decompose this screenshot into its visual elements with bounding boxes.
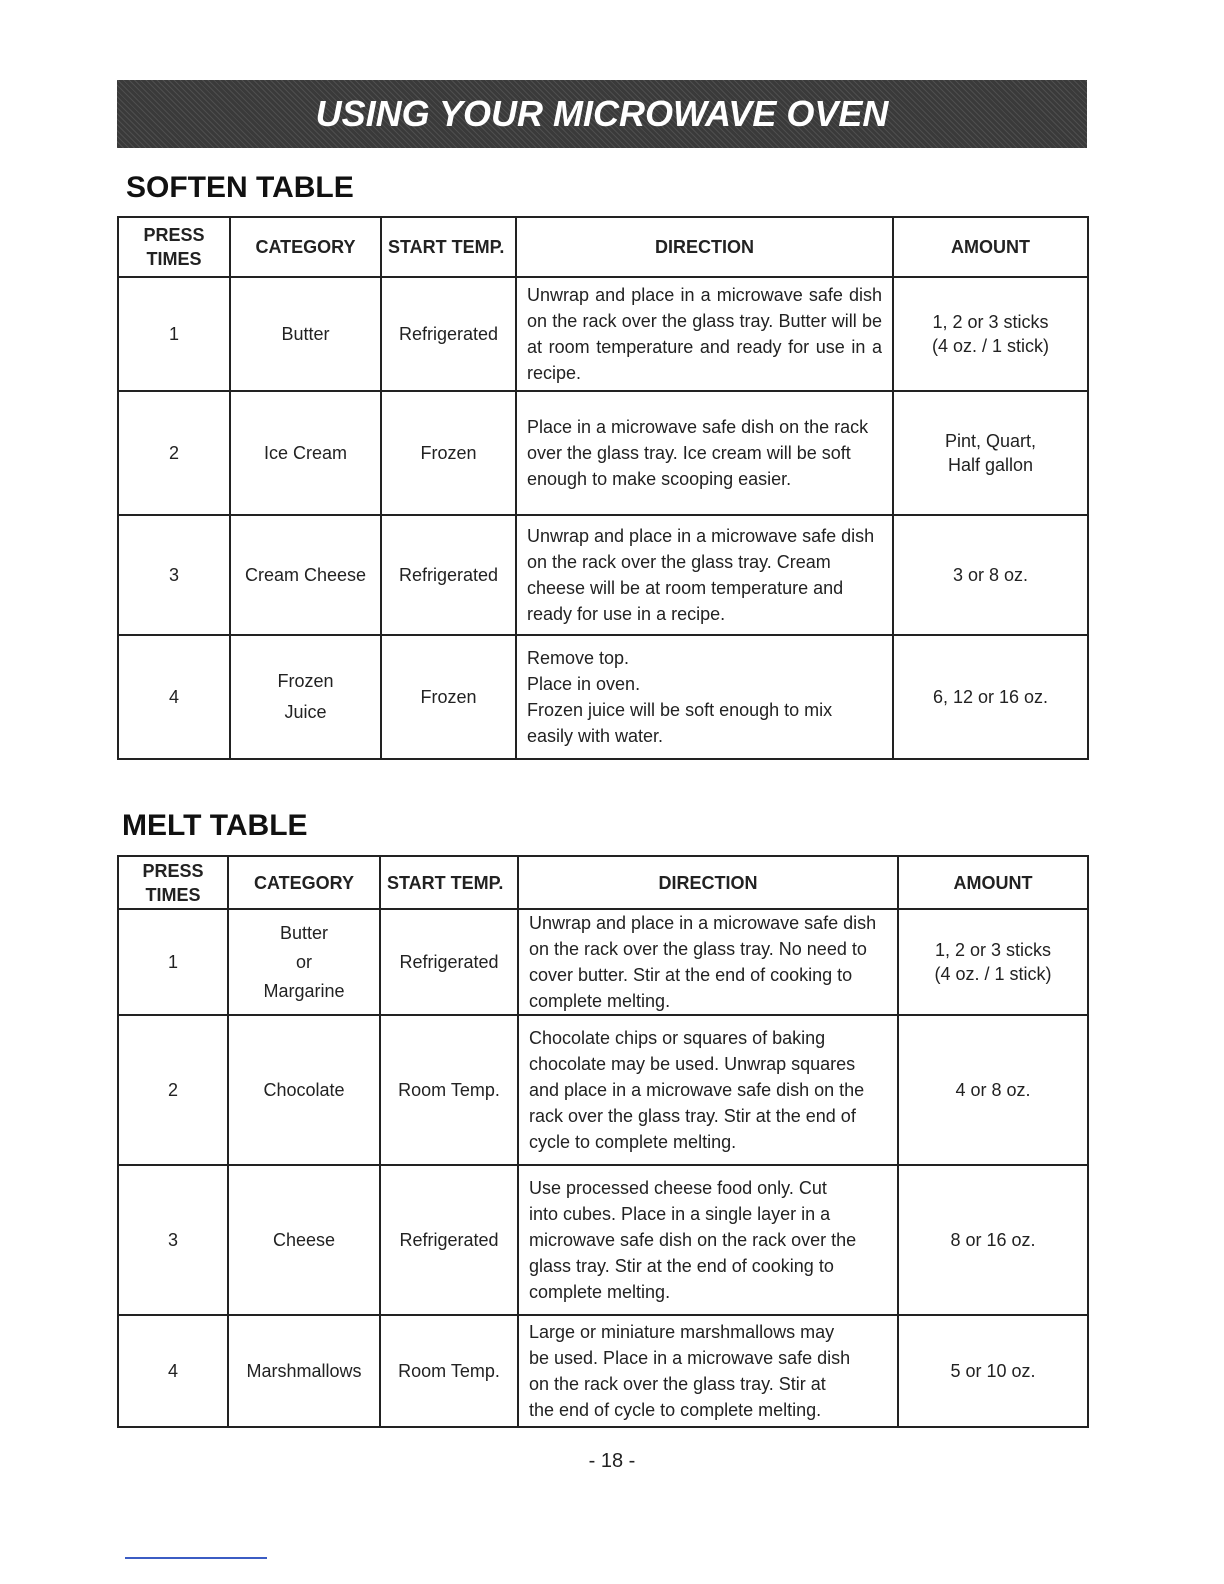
start-temp-cell: Room Temp.	[380, 1015, 518, 1165]
melt-table	[117, 855, 1089, 1428]
col-press-times: PRESS TIMES	[118, 856, 228, 909]
col-direction: DIRECTION	[516, 217, 893, 277]
direction-cell: Place in a microwave safe dish on the rack over the glass tray. Ice cream will be soft enough to make scooping easier.	[516, 391, 893, 515]
col-amount: AMOUNT	[898, 856, 1088, 909]
amount-cell: 1, 2 or 3 sticks (4 oz. / 1 stick)	[893, 277, 1088, 391]
press-times-cell: 1	[118, 909, 228, 1015]
table-row	[118, 515, 1088, 635]
table-header-row	[118, 217, 1088, 277]
amount-cell: 4 or 8 oz.	[898, 1015, 1088, 1165]
direction-cell: Large or miniature marshmallows may be used. Place in a microwave safe dish on the rack over the glass tray. Stir at the end of cycle to complete melting.	[518, 1315, 898, 1427]
col-press-times: PRESS TIMES	[118, 217, 230, 277]
press-times-cell: 2	[118, 1015, 228, 1165]
category-cell: Butter	[230, 277, 381, 391]
press-times-cell: 3	[118, 1165, 228, 1315]
table-row	[118, 1315, 1088, 1427]
direction-cell: Use processed cheese food only. Cut into cubes. Place in a single layer in a microwave safe dish on the rack over the glass tray. Stir at the end of cooking to complete melting.	[518, 1165, 898, 1315]
direction-cell: Unwrap and place in a microwave safe dish on the rack over the glass tray. Butter will be at room temperature and ready for use in a recipe.	[516, 277, 893, 391]
amount-cell: 3 or 8 oz.	[893, 515, 1088, 635]
direction-cell: Chocolate chips or squares of baking chocolate may be used. Unwrap squares and place in a microwave safe dish on the rack over the glass tray. Stir at the end of cycle to complete melting.	[518, 1015, 898, 1165]
start-temp-cell: Frozen	[381, 635, 516, 759]
amount-cell: 8 or 16 oz.	[898, 1165, 1088, 1315]
press-times-cell: 3	[118, 515, 230, 635]
col-start-temp: START TEMP.	[381, 217, 516, 277]
category-cell: Frozen Juice	[230, 635, 381, 759]
press-times-cell: 2	[118, 391, 230, 515]
direction-cell: Unwrap and place in a microwave safe dish on the rack over the glass tray. Cream cheese will be at room temperature and ready for use in a recipe.	[516, 515, 893, 635]
category-cell: Butter or Margarine	[228, 909, 380, 1015]
page-title: USING YOUR MICROWAVE OVEN	[315, 93, 889, 134]
start-temp-cell: Frozen	[381, 391, 516, 515]
table-row	[118, 1015, 1088, 1165]
soften-table-title: SOFTEN TABLE	[126, 171, 354, 204]
amount-cell: 6, 12 or 16 oz.	[893, 635, 1088, 759]
category-cell: Chocolate	[228, 1015, 380, 1165]
start-temp-cell: Refrigerated	[380, 909, 518, 1015]
col-start-temp: START TEMP.	[380, 856, 518, 909]
press-times-cell: 4	[118, 1315, 228, 1427]
soften-table	[117, 216, 1089, 760]
direction-cell: Remove top. Place in oven. Frozen juice will be soft enough to mix easily with water.	[516, 635, 893, 759]
start-temp-cell: Room Temp.	[380, 1315, 518, 1427]
start-temp-cell: Refrigerated	[381, 277, 516, 391]
category-cell: Marshmallows	[228, 1315, 380, 1427]
col-category: CATEGORY	[230, 217, 381, 277]
category-cell: Cream Cheese	[230, 515, 381, 635]
amount-cell: Pint, Quart, Half gallon	[893, 391, 1088, 515]
table-row	[118, 1165, 1088, 1315]
category-cell: Cheese	[228, 1165, 380, 1315]
footer-rule	[125, 1557, 267, 1559]
start-temp-cell: Refrigerated	[381, 515, 516, 635]
table-row	[118, 277, 1088, 391]
col-category: CATEGORY	[228, 856, 380, 909]
press-times-cell: 1	[118, 277, 230, 391]
amount-cell: 5 or 10 oz.	[898, 1315, 1088, 1427]
header-banner	[117, 80, 1087, 148]
start-temp-cell: Refrigerated	[380, 1165, 518, 1315]
amount-cell: 1, 2 or 3 sticks (4 oz. / 1 stick)	[898, 909, 1088, 1015]
table-row	[118, 391, 1088, 515]
table-header-row	[118, 856, 1088, 909]
col-direction: DIRECTION	[518, 856, 898, 909]
page-number: - 18 -	[588, 1450, 636, 1472]
table-row	[118, 635, 1088, 759]
category-cell: Ice Cream	[230, 391, 381, 515]
direction-cell: Unwrap and place in a microwave safe dish on the rack over the glass tray. No need to cover butter. Stir at the end of cooking to complete melting.	[518, 909, 898, 1015]
press-times-cell: 4	[118, 635, 230, 759]
melt-table-title: MELT TABLE	[122, 809, 308, 842]
col-amount: AMOUNT	[893, 217, 1088, 277]
table-row	[118, 909, 1088, 1015]
